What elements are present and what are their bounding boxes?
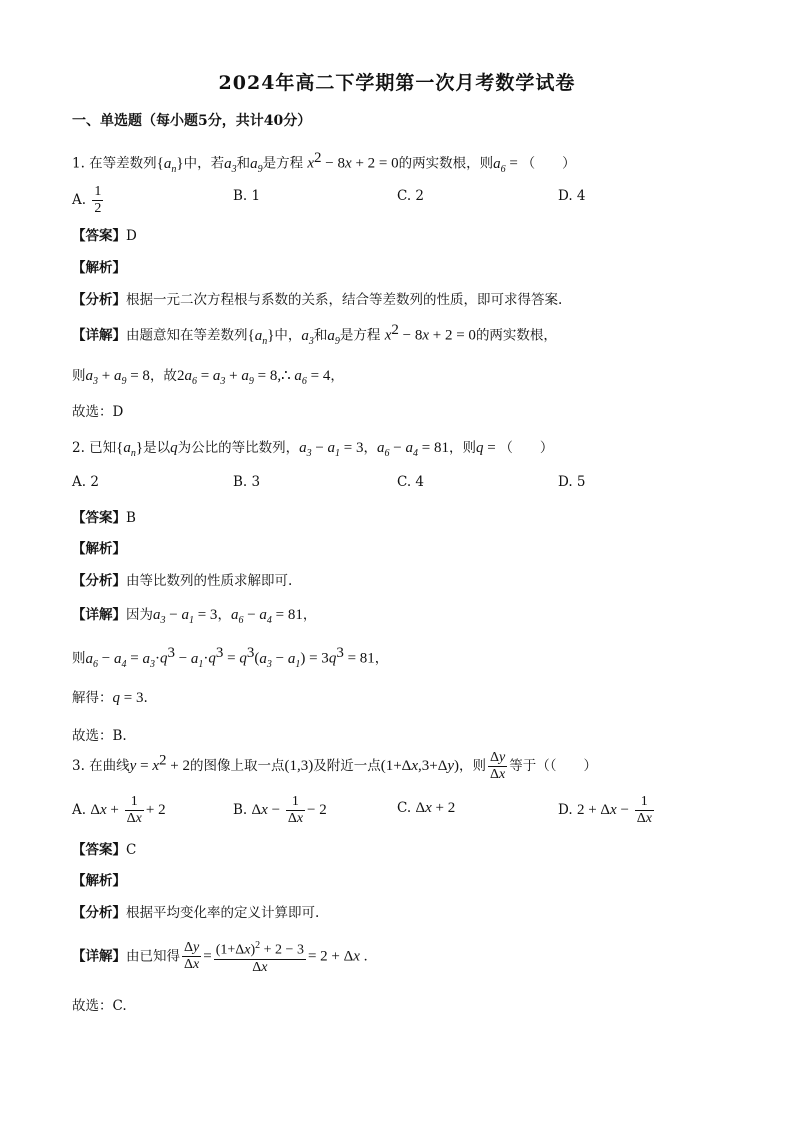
q3-answer: 【答案】C xyxy=(72,842,137,858)
q2-option-a: A. 2 xyxy=(72,474,99,490)
q3-conclusion: 故选：C. xyxy=(72,998,127,1014)
q3-detail: 【详解】由已知得 $\frac{\Delta y}{\Delta x}$ = $\frac{(1+\Delta x)^2 + 2 - 3}{\Delta x}$ = 2 + Δx . xyxy=(72,940,368,975)
q3-option-b: B. Δx − $\frac{1}{\Delta x}$ − 2 xyxy=(233,794,327,826)
q2-fenxi: 【分析】由等比数列的性质求解即可. xyxy=(72,573,293,589)
q1-fenxi: 【分析】根据一元二次方程根与系数的关系，结合等差数列的性质，即可求得答案. xyxy=(72,292,563,308)
q2-option-c: C. 4 xyxy=(397,474,425,490)
q3-option-d: D. 2 + Δx − $\frac{1}{\Delta x}$ xyxy=(558,794,652,826)
q1-option-c: C. 2 xyxy=(397,188,425,204)
q1-detail-line2: 则$a_3 + a_9 = 8$，故$2a_6 = a_3 + a_9$ = 8,∴ $a_6 = 4$， xyxy=(72,368,344,387)
q3-fenxi: 【分析】根据平均变化率的定义计算即可. xyxy=(72,905,320,921)
q2-option-d: D. 5 xyxy=(558,474,586,490)
q1-answer: 【答案】D xyxy=(72,228,137,244)
q3-option-a: A. Δx + $\frac{1}{\Delta x}$ + 2 xyxy=(72,794,166,826)
q2-answer: 【答案】B xyxy=(72,510,136,526)
q1-analysis-label: 【解析】 xyxy=(72,260,126,276)
q1-option-a: A. $\frac{1}{2}$ xyxy=(72,184,102,216)
page-title: 2024年高二下学期第一次月考数学试卷 xyxy=(218,72,576,94)
q3-analysis-label: 【解析】 xyxy=(72,873,126,889)
q1-option-b: B. 1 xyxy=(233,188,261,204)
section-heading: 一、单选题（每小题5分，共计40分） xyxy=(72,113,312,129)
question-3-stem: 3. 在曲线$y = x^2 + 2$的图像上取一点(1,3)及附近一点(1+Δx,3+Δy)，则 $\frac{\Delta y}{\Delta x}$ 等于（（ ） xyxy=(72,750,597,782)
question-1-stem: 1. 在等差数列$\{a_n\}$中，若$a_3$和$a_9$是方程 $x^2 - 8x + 2 = 0$的两实数根，则$a_6$ = （ ） xyxy=(72,150,576,175)
q1-conclusion: 故选：D xyxy=(72,404,124,420)
q3-option-c: C. Δx + 2 xyxy=(397,800,456,816)
q1-option-d: D. 4 xyxy=(558,188,586,204)
q2-detail: 【详解】因为$a_3 - a_1 = 3$，$a_6 - a_4 = 81$， xyxy=(72,607,317,626)
q2-option-b: B. 3 xyxy=(233,474,261,490)
q2-conclusion: 故选：B. xyxy=(72,728,127,744)
question-2-stem: 2. 已知$\{a_n\}$是以q为公比的等比数列，$a_3 - a_1 = 3$，$a_6 - a_4 = 81$，则q = （ ） xyxy=(72,440,554,459)
q1-detail: 【详解】由题意知在等差数列$\{a_n\}$中，$a_3$和$a_9$是方程 $x^2 - 8x + 2 = 0$的两实数根， xyxy=(72,322,557,347)
q2-analysis-label: 【解析】 xyxy=(72,541,126,557)
q2-solve: 解得：q = 3. xyxy=(72,690,148,706)
q2-detail-line2: 则$a_6 - a_4 = a_3\cdot q^3 - a_1\cdot q^3 = q^3(a_3 - a_1) = 3q^3 = 81$， xyxy=(72,645,389,670)
